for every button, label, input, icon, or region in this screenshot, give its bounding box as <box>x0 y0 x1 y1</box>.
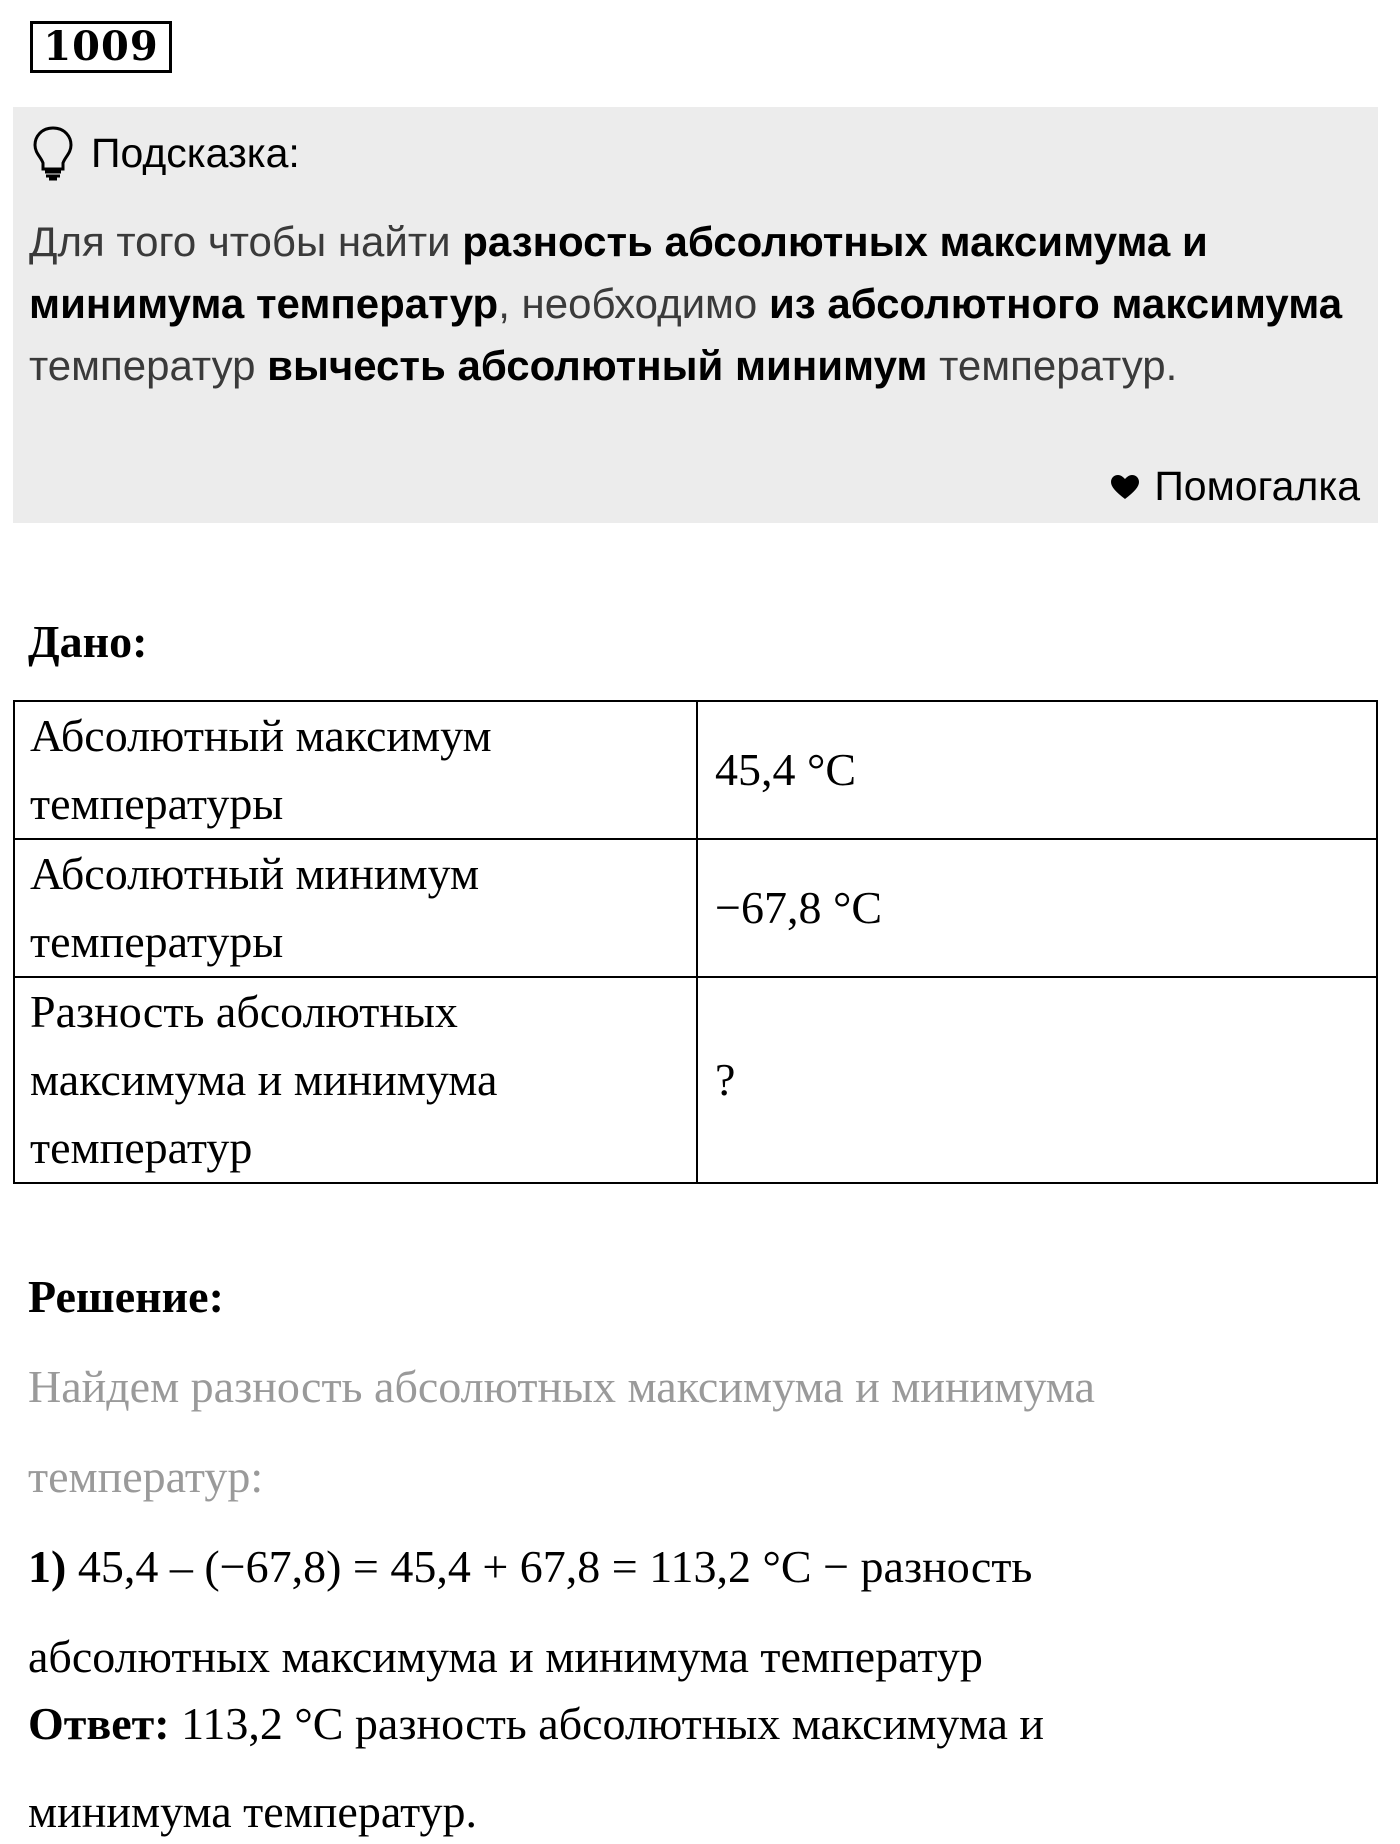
hint-credit[interactable] <box>1110 463 1360 510</box>
solution-intro: температур: <box>28 1451 264 1502</box>
quantity-line: Абсолютный минимум <box>30 848 480 899</box>
value-cell: −67,8 °C <box>697 839 1377 977</box>
solution-step <box>28 1540 1368 1593</box>
step-text: 45,4 – (−67,8) = 45,4 + 67,8 = 113,2 °C − разность <box>66 1541 1033 1592</box>
table-row <box>14 701 1377 839</box>
quantity-cell <box>14 701 697 839</box>
solution-intro: Найдем разность абсолютных максимума и минимума <box>28 1361 1095 1412</box>
lightbulb-icon <box>31 125 75 181</box>
hint-bold-part: из абсолютного максимума <box>768 280 1343 327</box>
task-number: 1009 <box>30 21 172 73</box>
hint-text-part: Для того чтобы найти <box>29 218 463 265</box>
hint-header <box>31 123 300 183</box>
credit-label: Помогалка <box>1154 463 1360 509</box>
hint-text-part: температур. <box>927 342 1178 389</box>
quantity-line: максимума и минимума <box>30 1054 498 1105</box>
value-cell: ? <box>697 977 1377 1183</box>
quantity-line: Разность абсолютных <box>30 986 458 1037</box>
quantity-line: Абсолютный максимум <box>30 710 492 761</box>
answer <box>28 1697 1368 1750</box>
quantity-line: температуры <box>30 778 284 829</box>
hint-title: Подсказка: <box>91 129 300 176</box>
answer-label: Ответ: <box>28 1698 170 1749</box>
quantity-cell <box>14 977 697 1183</box>
given-table <box>13 700 1378 1184</box>
hint-bold-part: вычесть абсолютный минимум <box>267 342 928 389</box>
hint-text-part: , необходимо <box>498 280 769 327</box>
solution-step: абсолютных максимума и минимума температур <box>28 1631 983 1682</box>
hint-text-part: температур <box>29 342 268 389</box>
solution-title: Решение: <box>28 1271 224 1322</box>
quantity-cell <box>14 839 697 977</box>
step-number: 1) <box>28 1541 67 1592</box>
hint-box <box>13 107 1378 523</box>
quantity-line: температуры <box>30 916 284 967</box>
table-row <box>14 977 1377 1183</box>
hint-bold-part: разность абсолютных максимума и минимума температур <box>29 218 1208 327</box>
hint-text <box>29 211 1364 397</box>
table-row <box>14 839 1377 977</box>
quantity-line: температур <box>30 1122 253 1173</box>
answer-text: 113,2 °C разность абсолютных максимума и <box>169 1698 1045 1749</box>
heart-icon <box>1110 474 1140 500</box>
given-title: Дано: <box>28 616 148 667</box>
value-cell: 45,4 °C <box>697 701 1377 839</box>
answer: минимума температур. <box>28 1786 478 1837</box>
